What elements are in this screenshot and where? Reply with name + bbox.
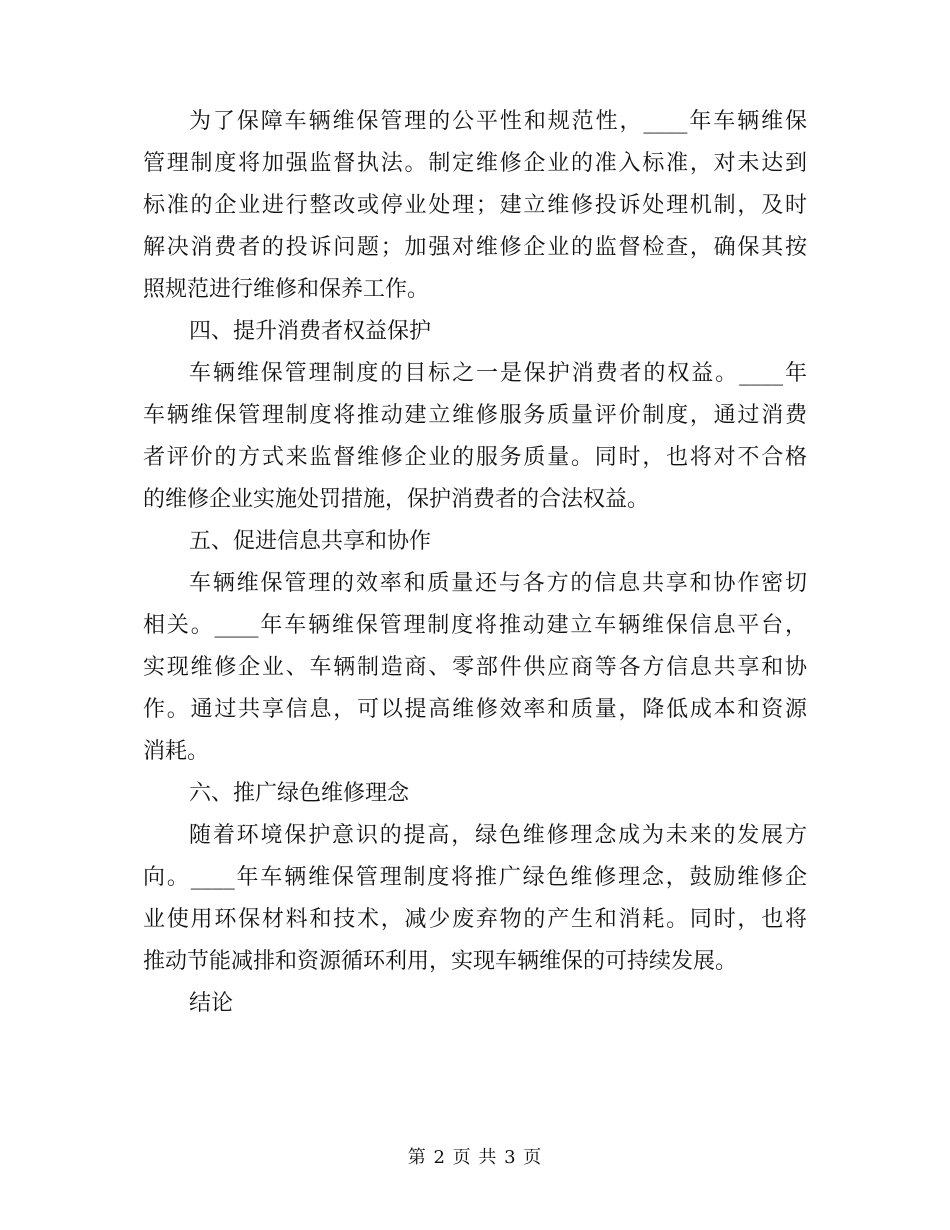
section-heading bbox=[143, 311, 807, 353]
paragraph-line: 管理制度将加强监督执法。制定维修企业的准入标准，对未达到 bbox=[143, 151, 807, 176]
paragraph-line: 车辆维保管理制度将推动建立维修服务质量评价制度，通过消费 bbox=[143, 403, 807, 428]
heading-text: 五、促进信息共享和协作 bbox=[189, 529, 432, 554]
section-heading bbox=[143, 521, 807, 563]
document-body bbox=[143, 101, 807, 1025]
body-paragraph bbox=[143, 563, 807, 773]
paragraph-line: 标准的企业进行整改或停业处理；建立维修投诉处理机制，及时 bbox=[143, 193, 807, 218]
paragraph-line: 业使用环保材料和技术，减少废弃物的产生和消耗。同时，也将 bbox=[143, 907, 807, 932]
paragraph-line: 解决消费者的投诉问题；加强对维修企业的监督检查，确保其按 bbox=[143, 235, 807, 260]
paragraph-line: 随着环境保护意识的提高，绿色维修理念成为未来的发展方 bbox=[189, 823, 807, 848]
paragraph-line: 者评价的方式来监督维修企业的服务质量。同时，也将对不合格 bbox=[143, 445, 807, 470]
paragraph-line: 车辆维保管理制度的目标之一是保护消费者的权益。____年 bbox=[189, 361, 807, 386]
page-footer: 第 2 页 共 3 页 bbox=[407, 1147, 543, 1168]
paragraph-line: 向。____年车辆维保管理制度将推广绿色维修理念，鼓励维修企 bbox=[143, 865, 807, 890]
paragraph-line: 车辆维保管理的效率和质量还与各方的信息共享和协作密切 bbox=[189, 571, 807, 596]
section-heading bbox=[143, 773, 807, 815]
paragraph-line: 为了保障车辆维保管理的公平性和规范性，____年车辆维保 bbox=[189, 109, 807, 134]
body-paragraph bbox=[143, 101, 807, 311]
heading-text: 六、推广绿色维修理念 bbox=[189, 781, 410, 806]
paragraph-line: 实现维修企业、车辆制造商、零部件供应商等各方信息共享和协 bbox=[143, 655, 807, 680]
section-heading bbox=[143, 983, 807, 1025]
paragraph-line: 消耗。 bbox=[143, 739, 210, 764]
paragraph-line: 作。通过共享信息，可以提高维修效率和质量，降低成本和资源 bbox=[143, 697, 807, 722]
paragraph-line: 推动节能减排和资源循环利用，实现车辆维保的可持续发展。 bbox=[143, 949, 738, 974]
paragraph-line: 照规范进行维修和保养工作。 bbox=[143, 277, 430, 302]
heading-text: 四、提升消费者权益保护 bbox=[189, 319, 432, 344]
paragraph-line: 的维修企业实施处罚措施，保护消费者的合法权益。 bbox=[143, 487, 650, 512]
body-paragraph bbox=[143, 353, 807, 521]
paragraph-line: 相关。____年车辆维保管理制度将推动建立车辆维保信息平台， bbox=[143, 613, 807, 638]
heading-text: 结论 bbox=[189, 991, 234, 1016]
body-paragraph bbox=[143, 815, 807, 983]
